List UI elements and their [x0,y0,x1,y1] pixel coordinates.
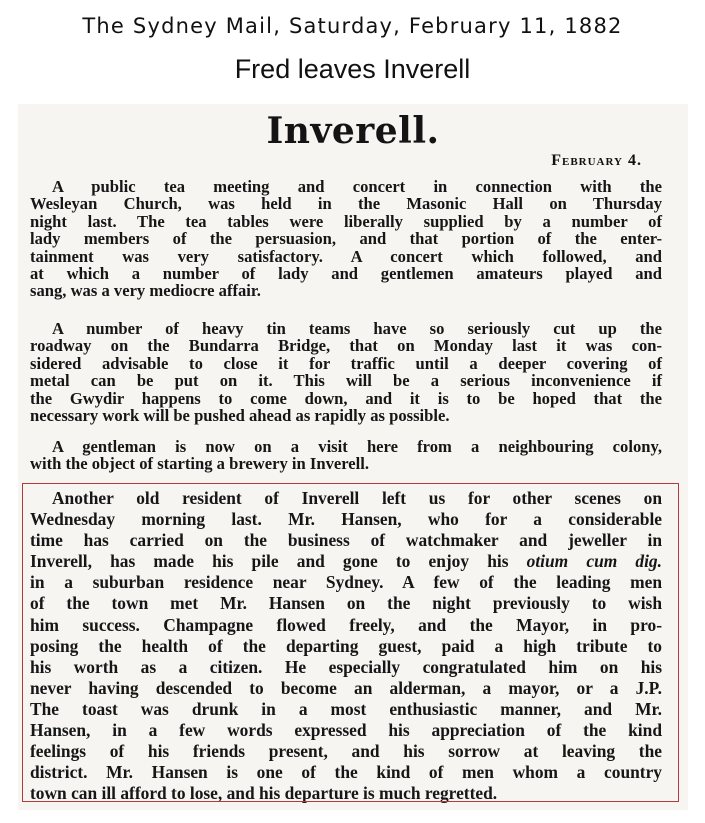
text-line: never having descended to become an alderman, a mayor, or a J.P. [30,677,662,698]
text-line: sidered advisable to close it for traffic until a deeper covering of [30,353,662,373]
clipping-masthead: Inverell. [266,110,440,152]
text-line: of the town met Mr. Hansen on the night previously to wish [30,593,662,614]
text-line: Hansen, in a few words expressed his appreciation of the kind [30,720,662,741]
text-line: his worth as a citizen. He especially congratulated him on his [30,656,662,677]
text-line: night last. The tea tables were liberally supplied by a number of [30,211,662,231]
text-line: The toast was drunk in a most enthusiastic manner, and Mr. [30,698,662,719]
text-line: with the object of starting a brewery in Inverell. [30,454,370,474]
text-line: A number of heavy tin teams have so seriously cut up the [52,319,662,338]
text-line: in a suburban residence near Sydney. A few of the leading men [30,572,662,593]
article-headline: Fred leaves Inverell [234,54,471,84]
text-line: feelings of his friends present, and his sorrow at leaving the [30,741,662,762]
text-line: lady members of the persuasion, and that portion of the enter- [30,229,662,249]
text-line: roadway on the Bundarra Bridge, that on Monday last it was con- [30,336,662,356]
paragraph-tea-meeting [30,178,662,300]
publication-line: The Sydney Mail, Saturday, February 11, 1882 [82,14,623,38]
highlight-box [22,483,679,802]
text-line: metal can be put on it. This will be a serious inconvenience if [30,371,662,391]
text-line: district. Mr. Hansen is one of the kind of men whom a country [30,762,662,783]
text-line: at which a number of lady and gentlemen amateurs played and [30,264,662,284]
text-line: tainment was very satisfactory. A concert which followed, and [30,246,662,266]
text-line: the Gwydir happens to come down, and it is to be hoped that the [30,388,662,408]
text-line: sang, was a very mediocre affair. [30,281,261,301]
latin-phrase: otium cum dig. [526,551,662,572]
text-line: Another old resident of Inverell left us for other scenes on [52,488,662,508]
text-line: Wednesday morning last. Mr. Hansen, who for a considerable [30,509,662,530]
text-fragment: Inverell, has made his pile and gone to enjoy his [30,551,509,572]
clipping-dateline: February 4. [551,152,642,169]
text-line: posing the health of the departing guest, paid a high tribute to [30,635,662,656]
text-line: A gentleman is now on a visit here from a neighbouring colony, [52,437,662,456]
paragraph-bundarra-bridge [30,320,662,424]
text-line: time has carried on the business of watchmaker and jeweller in [30,530,662,551]
text-line: town can ill afford to lose, and his departure is much regretted. [30,783,498,804]
text-line: A public tea meeting and concert in connection with the [52,177,662,196]
text-line: him success. Champagne flowed freely, and the Mayor, in pro- [30,614,662,635]
text-line: Wesleyan Church, was held in the Masonic Hall on Thursday [30,194,662,214]
text-line: necessary work will be pushed ahead as rapidly as possible. [30,406,450,426]
paragraph-brewery [30,438,662,473]
